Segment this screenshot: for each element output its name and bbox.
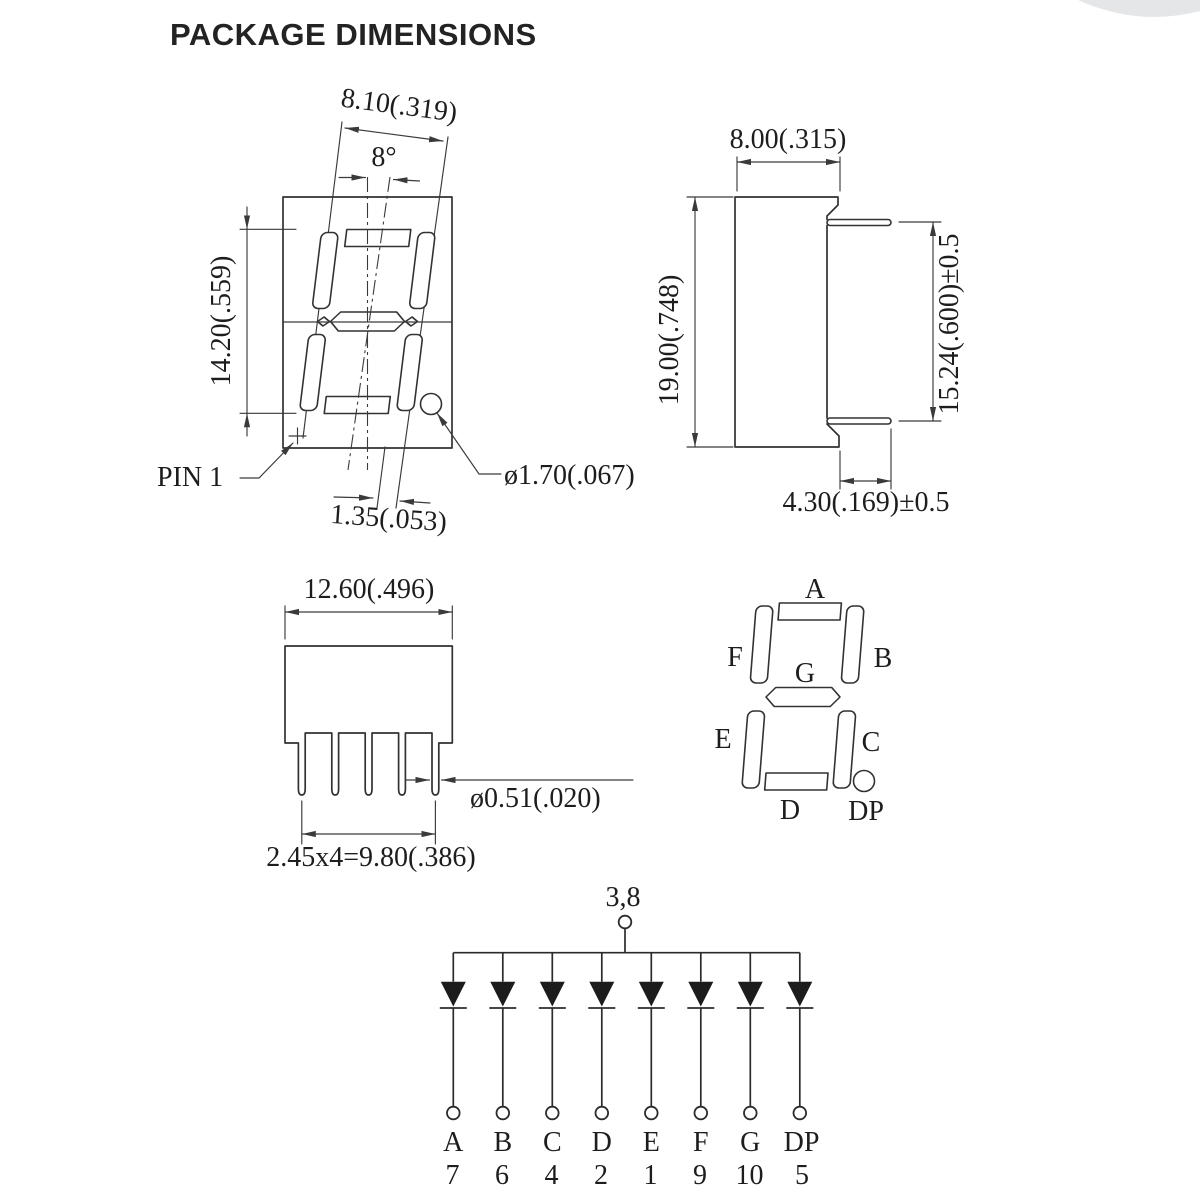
segment-e-shape [300, 335, 326, 411]
segment-label-dp: DP [848, 796, 884, 827]
branch-b [489, 953, 516, 1120]
branch-g [737, 953, 764, 1120]
pin1-label: PIN 1 [157, 462, 224, 493]
tilt-angle-label: 8° [371, 142, 397, 173]
bottom-lead [827, 418, 891, 424]
bottom-width-dim: 12.60(.496) [303, 574, 435, 605]
terminal-pin-number: 5 [795, 1160, 809, 1191]
segment-a-shape [778, 603, 841, 620]
branch-d [588, 953, 615, 1120]
terminal-pin-number: 7 [445, 1160, 460, 1191]
segment-b-shape [409, 233, 435, 309]
segment-label-b: B [873, 643, 893, 674]
branch-a [440, 953, 467, 1120]
side-height-dim: 19.00(.748) [654, 274, 685, 406]
internal-circuit-schematic [440, 882, 820, 1191]
terminal-pin-number: 10 [735, 1160, 764, 1191]
terminal-name: E [642, 1127, 660, 1158]
terminal-pin-number: 1 [643, 1160, 658, 1191]
dp-diameter-dim: ø1.70(.067) [504, 460, 635, 491]
side-view [654, 124, 965, 518]
segment-b-shape [841, 606, 864, 683]
terminal-pin-number: 4 [544, 1160, 559, 1191]
segment-diagram [714, 574, 892, 827]
decimal-point [421, 394, 442, 415]
lead-pitch-dim: 2.45x4=9.80(.386) [266, 842, 476, 873]
scan-smudge [1078, 0, 1200, 17]
front-height-dim: 14.20(.559) [206, 255, 237, 387]
segment-f-shape [312, 233, 338, 309]
terminal-pin-number: 2 [594, 1160, 608, 1191]
decimal-point [854, 771, 875, 792]
terminal-name: A [443, 1127, 464, 1158]
front-offset-dim: 1.35(.053) [329, 498, 448, 539]
terminal-pin-number: 6 [495, 1160, 509, 1191]
terminal-name: B [493, 1127, 513, 1158]
terminal-name: C [542, 1127, 562, 1158]
lead-diameter-dim: ø0.51(.020) [470, 783, 601, 814]
terminal-name: G [740, 1127, 761, 1158]
top-lead [827, 220, 891, 226]
front-view [157, 83, 635, 538]
page-title: PACKAGE DIMENSIONS [170, 17, 537, 52]
segment-c-shape [397, 335, 423, 411]
terminal-name: DP [783, 1127, 820, 1158]
terminal-pin-number: 9 [693, 1160, 707, 1191]
segment-d-shape [765, 773, 828, 790]
segment-label-c: C [861, 727, 881, 758]
common-terminal-circle [619, 916, 632, 929]
side-depth-dim: 8.00(.315) [729, 124, 847, 155]
front-width-dim: 8.10(.319) [339, 82, 459, 129]
segment-digit [742, 603, 865, 790]
segment-d-shape [324, 397, 390, 414]
common-anode-pins-label: 3,8 [605, 882, 641, 913]
terminal-name: F [693, 1127, 709, 1158]
segment-label-a: A [804, 574, 826, 605]
lead-length-dim: 4.30(.169)±0.5 [782, 487, 950, 518]
branch-f [687, 953, 714, 1120]
segment-label-e: E [714, 724, 732, 755]
segment-label-f: F [727, 642, 743, 673]
bottom-view [266, 574, 633, 873]
segment-c-shape [833, 711, 856, 788]
segment-label-d: D [779, 795, 801, 826]
segment-label-g: G [794, 658, 816, 689]
lead-span-dim: 15.24(.600)±0.5 [934, 233, 965, 415]
side-profile-outline [735, 197, 839, 447]
segment-g-shape [765, 688, 840, 707]
terminal-name: D [591, 1127, 612, 1158]
segment-a-shape [345, 230, 411, 247]
bottom-body-and-leads-outline [285, 646, 452, 795]
branch-dp [786, 953, 813, 1120]
segment-f-shape [750, 606, 773, 683]
branch-e [638, 953, 665, 1120]
segment-e-shape [742, 711, 765, 788]
branch-c [539, 953, 566, 1120]
